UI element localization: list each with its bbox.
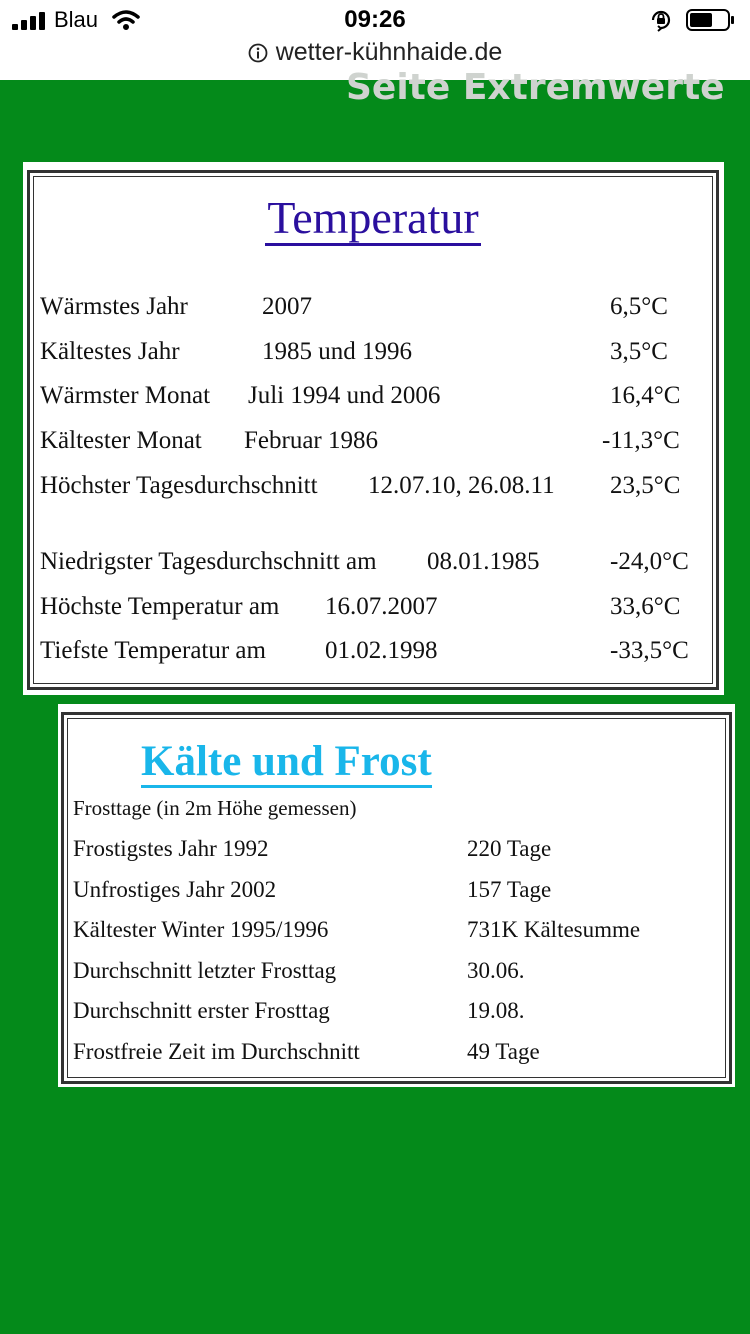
frost-subtitle: Frosttage (in 2m Höhe gemessen) [73, 796, 357, 820]
temp-row-value: -24,0°C [610, 548, 689, 575]
temperature-panel [23, 162, 724, 695]
temp-row: Höchste Temperatur am [40, 593, 280, 620]
temp-row: Höchster Tagesdurchschnitt [40, 472, 318, 499]
frost-row-value: 157 Tage [467, 877, 552, 902]
temp-row: Kältestes Jahr [40, 338, 180, 365]
frost-title[interactable]: Kälte und Frost [141, 737, 432, 786]
temperature-title[interactable]: Temperatur [30, 191, 716, 244]
temp-row-detail: 1985 und 1996 [262, 338, 412, 365]
temp-row: Tiefste Temperatur am [40, 637, 266, 664]
orientation-lock-icon [649, 8, 673, 32]
frost-row-value: 49 Tage [467, 1039, 540, 1064]
frost-row-label: Durchschnitt erster Frosttag [73, 998, 330, 1023]
temp-row-detail: 08.01.1985 [427, 548, 540, 575]
temp-row-value: -33,5°C [610, 637, 689, 664]
frost-row-label: Unfrostiges Jahr 2002 [73, 877, 277, 902]
temp-row-detail: 01.02.1998 [325, 637, 438, 664]
temp-row-detail: 2007 [262, 293, 312, 320]
battery-icon [686, 9, 736, 31]
frost-row-value: 731K Kältesumme [467, 917, 641, 942]
url-text[interactable]: wetter-kühnhaide.de [275, 38, 503, 66]
frost-row-label: Frostigstes Jahr 1992 [73, 836, 269, 861]
temp-row: Wärmstes Jahr [40, 293, 188, 320]
clock-time: 09:26 [344, 6, 406, 33]
temp-row-detail: 16.07.2007 [325, 593, 438, 620]
frost-row-value: 220 Tage [467, 836, 552, 861]
frost-row-value: 19.08. [467, 998, 525, 1023]
temp-row-value: -11,3°C [602, 427, 680, 454]
frost-panel [58, 704, 735, 1087]
temp-row-detail: Februar 1986 [244, 427, 378, 454]
frost-row-label: Durchschnitt letzter Frosttag [73, 958, 337, 983]
temp-row-detail: 12.07.10, 26.08.11 [368, 472, 555, 499]
page-banner: Seite Extremwerte [346, 67, 725, 108]
frost-row-label: Kältester Winter 1995/1996 [73, 917, 329, 942]
temp-row: Niedrigster Tagesdurchschnitt am [40, 548, 377, 575]
temp-row-value: 23,5°C [610, 472, 681, 499]
temp-row-value: 16,4°C [610, 382, 681, 409]
temp-row: Kältester Monat [40, 427, 202, 454]
temp-row-value: 3,5°C [610, 338, 668, 365]
frost-row-value: 30.06. [467, 958, 525, 983]
temp-row: Wärmster Monat [40, 382, 211, 409]
temp-row-detail: Juli 1994 und 2006 [248, 382, 441, 409]
temp-row-value: 6,5°C [610, 293, 668, 320]
info-icon[interactable] [248, 43, 268, 63]
temp-row-value: 33,6°C [610, 593, 681, 620]
carrier-name: Blau [54, 7, 99, 32]
frost-row-label: Frostfreie Zeit im Durchschnitt [73, 1039, 360, 1064]
